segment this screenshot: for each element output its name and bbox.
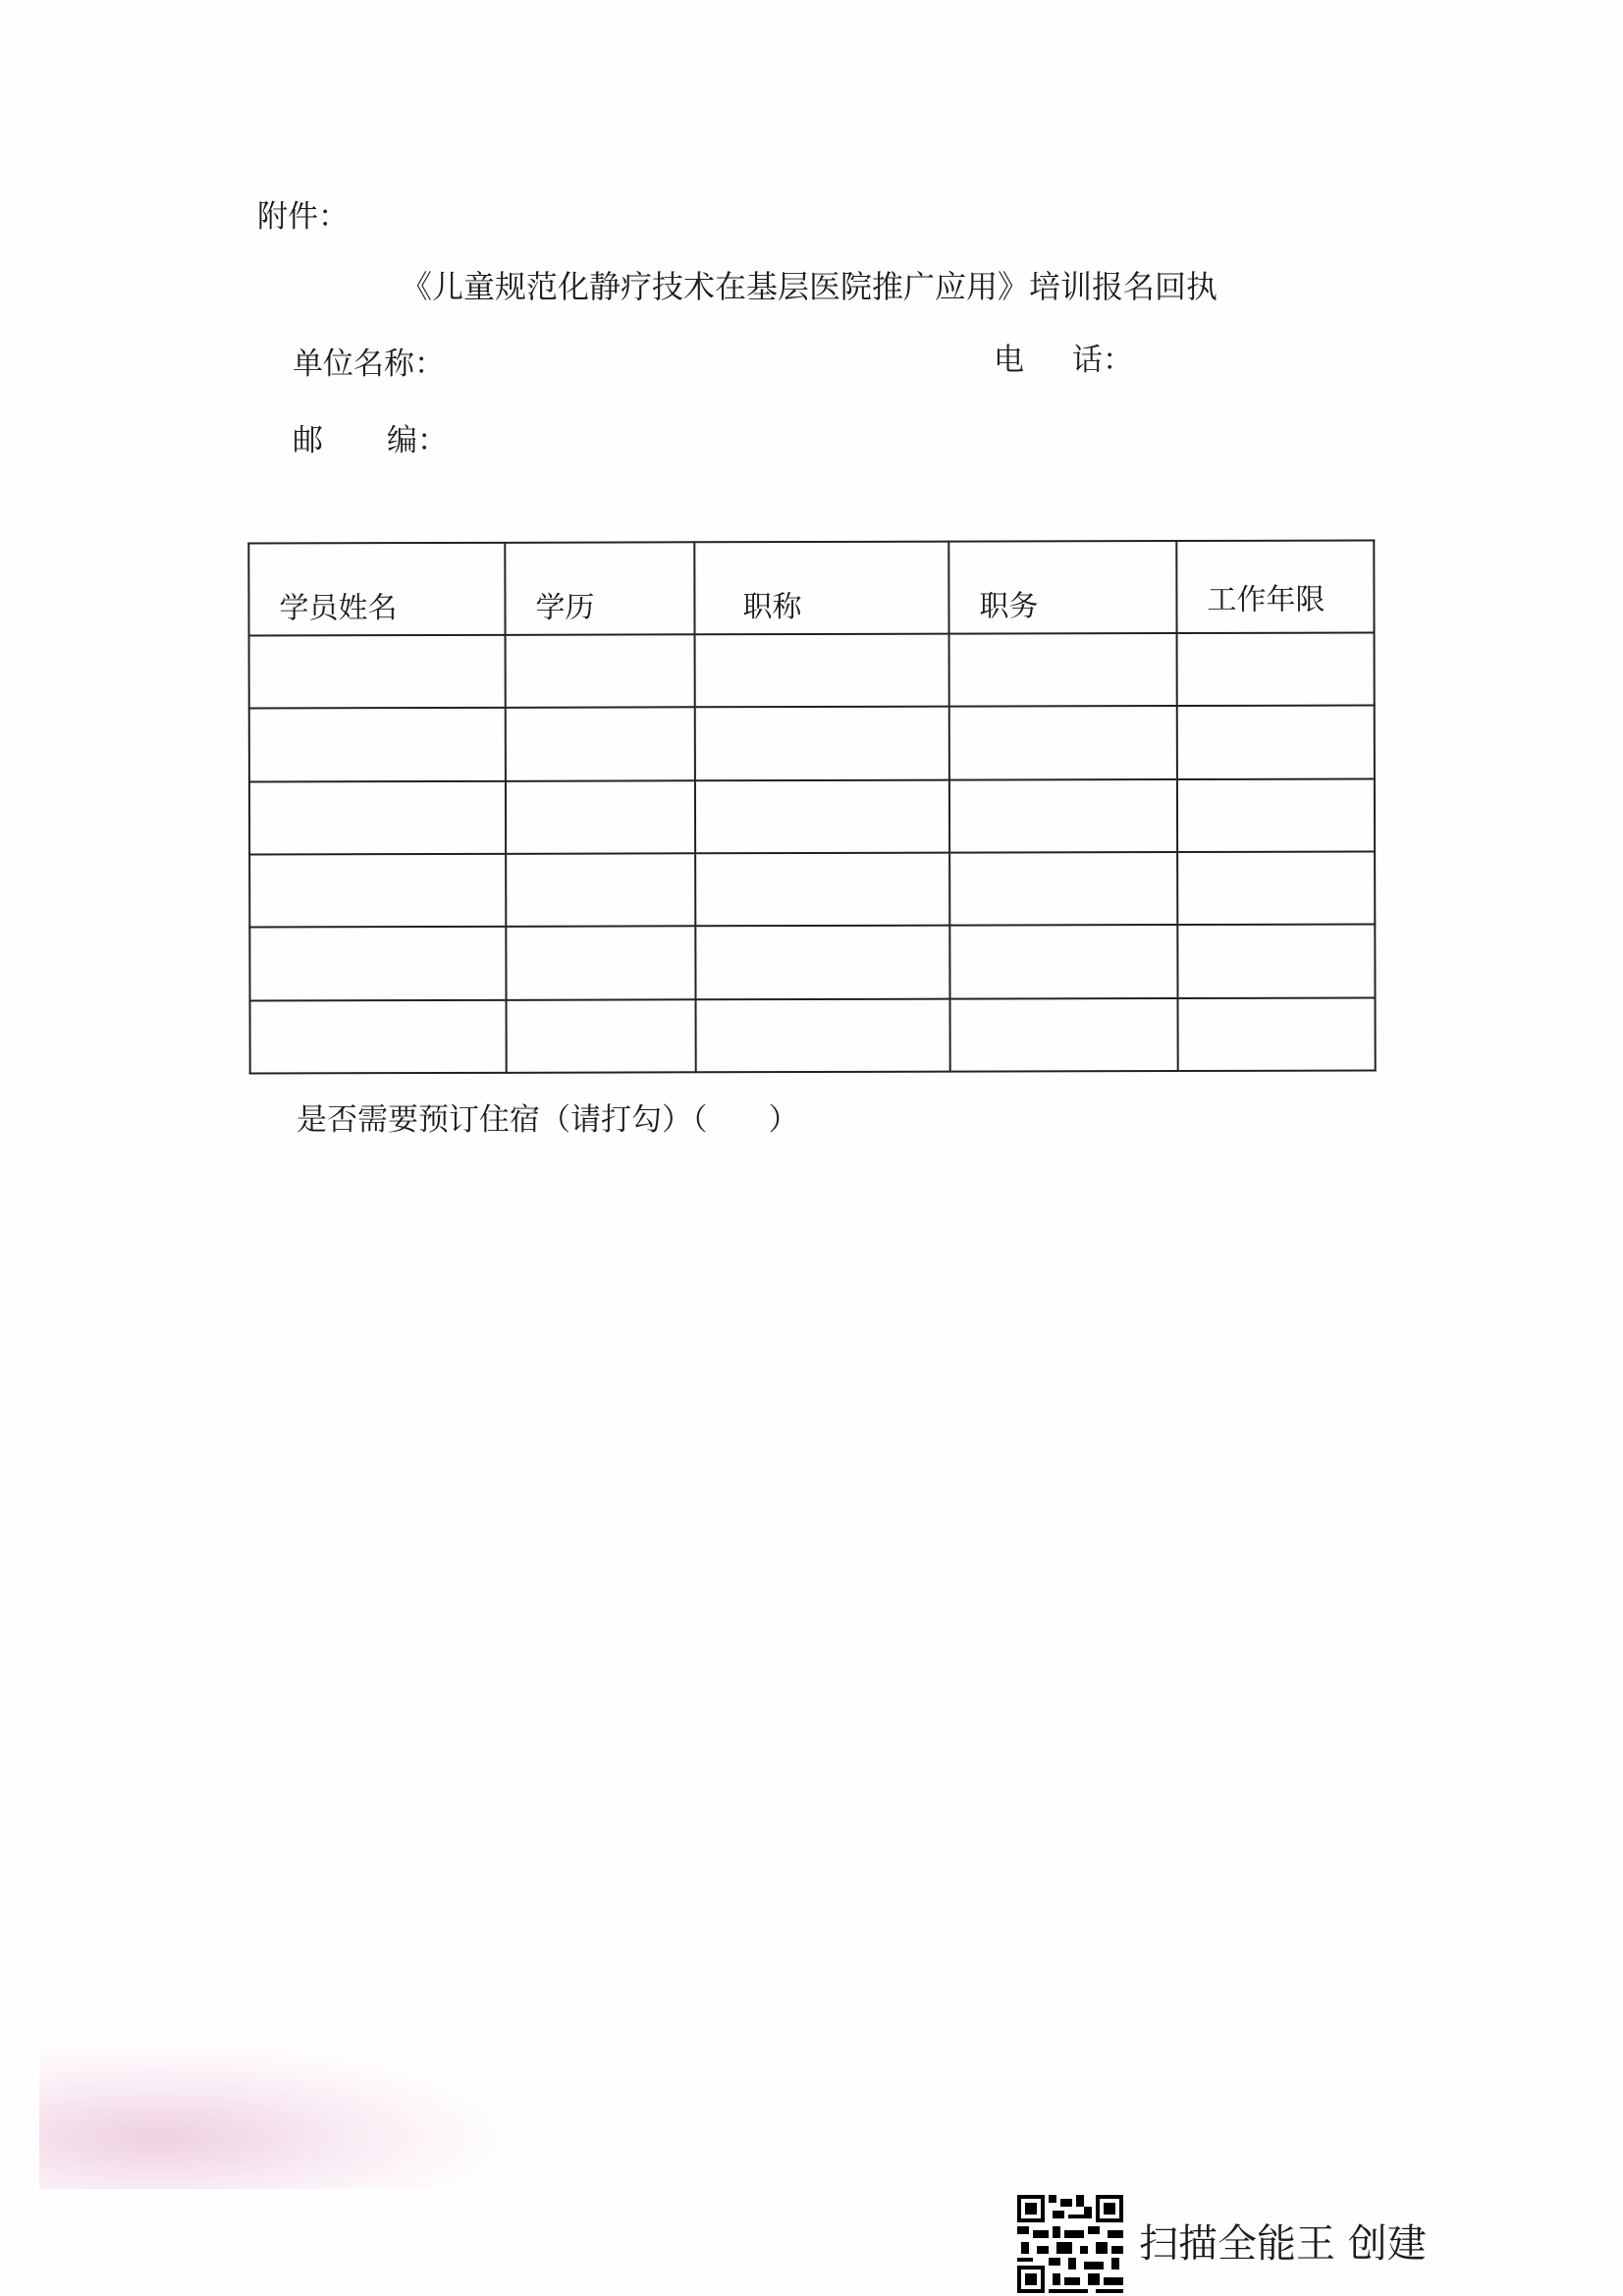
table-header-row [248,541,1374,636]
cell[interactable] [695,779,949,853]
phone-label-2: 话： [1072,343,1133,378]
cell[interactable] [949,633,1177,707]
header-title: 职称 [694,542,948,635]
scan-stain [39,2042,511,2189]
qr-code-icon [1017,2194,1123,2294]
cell[interactable] [506,708,695,781]
cell[interactable] [949,706,1177,779]
accommodation-question: 是否需要预订住宿（请打勾）（ ） [297,1102,799,1138]
cell[interactable] [695,634,949,708]
cell[interactable] [250,999,507,1073]
cell[interactable] [507,999,696,1073]
table-row [249,925,1375,1000]
header-education: 学历 [505,542,694,635]
cell[interactable] [949,925,1177,998]
cell[interactable] [1177,851,1375,925]
attachment-label: 附件： [257,199,349,235]
cell[interactable] [1177,706,1375,779]
header-position: 职务 [948,541,1176,634]
header-work-years: 工作年限 [1176,541,1374,634]
cell[interactable] [950,998,1178,1072]
table-row [249,851,1375,927]
cell[interactable] [249,708,506,781]
cell[interactable] [249,780,506,854]
document-title: 《儿童规范化静疗技术在基层医院推广应用》培训报名回执 [401,268,1218,305]
cell[interactable] [949,852,1177,926]
phone-label-1: 电 [994,343,1024,378]
cell[interactable] [249,635,506,709]
postcode-label-2: 编： [387,423,448,458]
registration-table [247,539,1376,1074]
cell[interactable] [249,927,506,1000]
cell[interactable] [695,853,949,927]
cell[interactable] [506,780,695,854]
cell[interactable] [1177,925,1375,998]
unit-name-label: 单位名称： [293,347,445,382]
table-row [250,997,1376,1073]
scanner-watermark: 扫描全能王 创建 [1139,2221,1427,2267]
cell[interactable] [506,853,695,927]
cell[interactable] [506,634,695,708]
postcode-label-1: 邮 [293,423,323,458]
cell[interactable] [695,707,949,780]
header-student-name: 学员姓名 [248,543,505,636]
cell[interactable] [249,854,506,928]
cell[interactable] [696,998,950,1072]
cell[interactable] [1177,778,1375,852]
table-row [249,706,1375,781]
table-row [249,633,1375,709]
cell[interactable] [949,779,1177,853]
table-row [249,778,1375,854]
cell[interactable] [506,927,695,1000]
cell[interactable] [695,926,949,999]
cell[interactable] [1177,633,1375,707]
cell[interactable] [1178,997,1376,1071]
